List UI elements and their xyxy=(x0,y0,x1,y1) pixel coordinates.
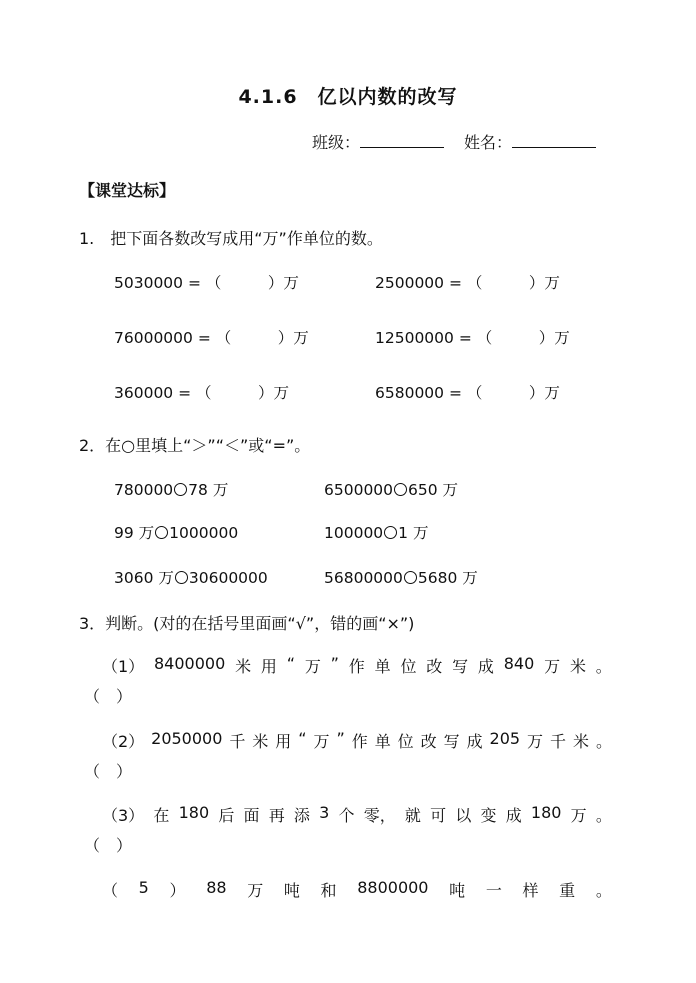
q2-item-1-right: 78 万 xyxy=(188,481,229,499)
statement-token: 面 xyxy=(243,806,260,825)
q2-item-3 xyxy=(114,521,238,543)
q3-answer-3[interactable]: （ ） xyxy=(84,836,133,855)
statement-token: 添 xyxy=(293,806,310,825)
statement-token: 用 xyxy=(275,732,292,751)
q3-answer-1[interactable]: （ ） xyxy=(84,687,133,706)
compare-circle-icon[interactable] xyxy=(175,571,188,584)
q1-item-5: 360000 = （ ）万 xyxy=(114,384,290,402)
statement-token: 。 xyxy=(595,806,612,825)
statement-token: ” xyxy=(330,654,339,673)
page-title: 4.1.6 亿以内数的改写 xyxy=(238,86,458,108)
statement-token: 米 xyxy=(569,657,586,676)
statement-token: 米 xyxy=(572,732,589,751)
q2-item-6-right: 5680 万 xyxy=(417,569,478,587)
name-field xyxy=(464,130,596,153)
statement-token: 和 xyxy=(320,881,337,900)
compare-circle-icon[interactable] xyxy=(155,526,168,539)
statement-token: （1） xyxy=(102,657,145,676)
q3-statement-1 xyxy=(102,654,612,677)
statement-token: 万 xyxy=(527,732,544,751)
q2-item-1-left: 780000 xyxy=(114,481,174,499)
q3-prompt: 3．判断。(对的在括号里面画“√”，错的画“×”) xyxy=(79,614,415,633)
statement-token: 吨 xyxy=(283,881,300,900)
statement-token: 万 xyxy=(247,881,264,900)
q2-item-2 xyxy=(324,478,458,500)
statement-token: 5 xyxy=(138,878,149,897)
statement-token: 重 xyxy=(559,881,576,900)
statement-token: 3 xyxy=(319,803,330,822)
statement-token: 8800000 xyxy=(357,878,429,897)
statement-token: 改 xyxy=(420,732,437,751)
q2-item-6-left: 56800000 xyxy=(324,569,403,587)
q1-item-4: 12500000 = （ ）万 xyxy=(375,329,570,347)
statement-token: 个 xyxy=(338,806,355,825)
statement-token: “ xyxy=(286,654,296,673)
name-label: 姓名： xyxy=(464,133,513,152)
statement-token: 成 xyxy=(466,732,483,751)
q1-item-1: 5030000 = （ ）万 xyxy=(114,274,299,292)
statement-token: 作 xyxy=(351,732,368,751)
statement-token: 位 xyxy=(397,732,414,751)
compare-circle-icon[interactable] xyxy=(174,483,187,496)
statement-token: 再 xyxy=(268,806,285,825)
section-heading: 【课堂达标】 xyxy=(79,181,176,200)
q2-item-5-right: 30600000 xyxy=(188,569,268,587)
statement-token: 成 xyxy=(505,806,522,825)
statement-token: （2） xyxy=(102,732,145,751)
statement-token: 2050000 xyxy=(151,729,223,748)
statement-token: 205 xyxy=(489,729,521,748)
statement-token: 吨 xyxy=(449,881,466,900)
q2-item-2-left: 6500000 xyxy=(324,481,394,499)
q2-item-4 xyxy=(324,521,428,543)
q1-item-6: 6580000 = （ ）万 xyxy=(375,384,560,402)
statement-token: 用 xyxy=(260,657,277,676)
q2-item-2-right: 650 万 xyxy=(408,481,459,499)
q2-item-4-left: 100000 xyxy=(324,524,384,542)
statement-token: 88 xyxy=(206,878,227,897)
q2-item-3-right: 1000000 xyxy=(169,524,239,542)
statement-token: 。 xyxy=(595,732,612,751)
statement-token: 单 xyxy=(374,732,391,751)
statement-token: （ xyxy=(102,881,119,900)
statement-token: 万 xyxy=(544,657,561,676)
statement-token: 单 xyxy=(374,657,391,676)
compare-circle-icon[interactable] xyxy=(404,571,417,584)
statement-token: ） xyxy=(169,881,186,900)
statement-token: 180 xyxy=(178,803,210,822)
q2-item-4-right: 1 万 xyxy=(398,524,429,542)
statement-token: 米 xyxy=(235,657,252,676)
statement-token: 万 xyxy=(570,806,587,825)
statement-token: 写 xyxy=(452,657,469,676)
statement-token: ” xyxy=(336,729,345,748)
statement-token: 840 xyxy=(503,654,535,673)
statement-token: 变 xyxy=(480,806,497,825)
statement-token: 万 xyxy=(313,732,330,751)
statement-token: 米 xyxy=(252,732,269,751)
statement-token: 。 xyxy=(595,881,612,900)
statement-token: 万 xyxy=(304,657,321,676)
statement-token: 在 xyxy=(153,806,170,825)
statement-token: 后 xyxy=(218,806,235,825)
statement-token: 8400000 xyxy=(154,654,226,673)
class-field xyxy=(312,130,444,153)
statement-token: 千 xyxy=(550,732,567,751)
q3-statement-2 xyxy=(102,729,612,752)
q1-item-3: 76000000 = （ ）万 xyxy=(114,329,309,347)
statement-token: 改 xyxy=(426,657,443,676)
q3-statement-5 xyxy=(102,878,612,901)
statement-token: 位 xyxy=(400,657,417,676)
statement-token: 可 xyxy=(430,806,447,825)
q3-statement-3 xyxy=(102,803,612,826)
statement-token: 。 xyxy=(595,657,612,676)
statement-token: 写 xyxy=(443,732,460,751)
statement-token: 180 xyxy=(530,803,562,822)
name-blank[interactable] xyxy=(512,131,596,148)
q2-prompt: 2．在○里填上“＞”“＜”或“=”。 xyxy=(79,436,311,455)
q1-item-2: 2500000 = （ ）万 xyxy=(375,274,560,292)
statement-token: 成 xyxy=(477,657,494,676)
q1-prompt: 1. 把下面各数改写成用“万”作单位的数。 xyxy=(79,229,383,248)
q2-item-6 xyxy=(324,566,478,588)
compare-circle-icon[interactable] xyxy=(394,483,407,496)
class-blank[interactable] xyxy=(360,131,444,148)
statement-token: 样 xyxy=(522,881,539,900)
q3-answer-2[interactable]: （ ） xyxy=(84,762,133,781)
statement-token: 就 xyxy=(404,806,421,825)
q2-item-5 xyxy=(114,566,268,588)
statement-token: 以 xyxy=(455,806,472,825)
statement-token: 零， xyxy=(363,806,396,825)
q2-item-5-left: 3060 万 xyxy=(114,569,174,587)
q2-item-1 xyxy=(114,478,228,500)
q2-item-3-left: 99 万 xyxy=(114,524,155,542)
statement-token: 千 xyxy=(229,732,246,751)
compare-circle-icon[interactable] xyxy=(384,526,397,539)
statement-token: 一 xyxy=(485,881,502,900)
class-label: 班级： xyxy=(312,133,361,152)
statement-token: “ xyxy=(298,729,307,748)
statement-token: 作 xyxy=(348,657,365,676)
statement-token: （3） xyxy=(102,806,145,825)
